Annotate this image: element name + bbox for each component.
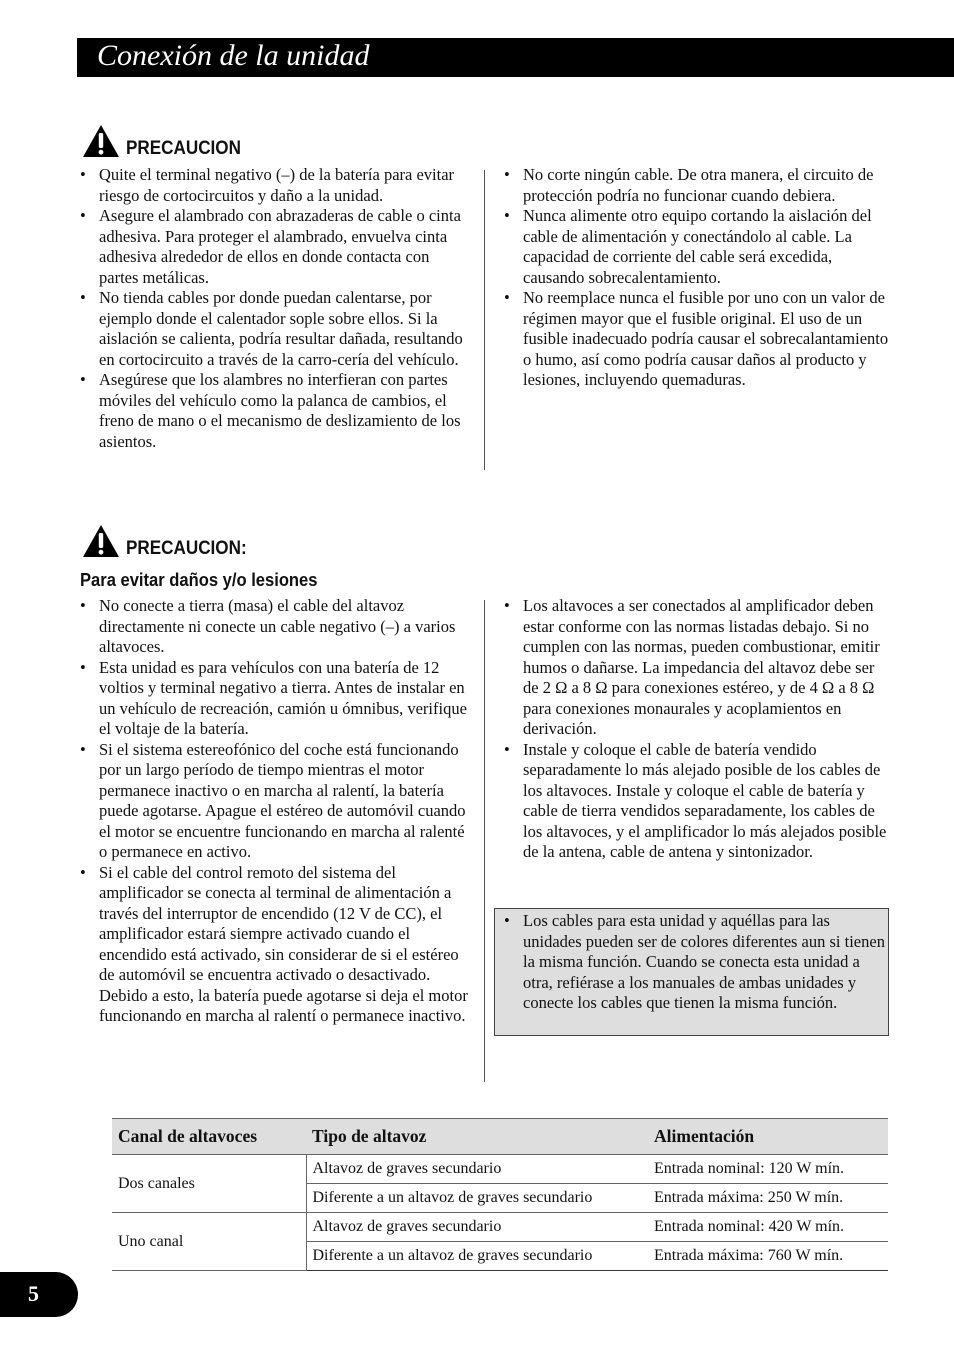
caution1-left-list bbox=[78, 165, 470, 452]
list-item: • No conecte a tierra (masa) el cable del altavoz directamente ni conecte un cable negativo (–) a varios altavoces. bbox=[78, 596, 470, 658]
list-item: • Si el cable del control remoto del sistema del amplificador se conecta al terminal de alimentación a través del interruptor de encendido (12 V de CC), el amplificador estará siempre activado cuando el encendido está activado, sin considerar de si el estéreo de automóvil se encuentra activado o desactivado. Debido a esto, la batería puede agotarse si deja el motor funcionando en marcha al ralentí o permanece inactivo. bbox=[78, 863, 470, 1027]
caution2-left-list bbox=[78, 596, 470, 1027]
note-box bbox=[494, 908, 889, 1036]
list-item: • Instale y coloque el cable de batería vendido separadamente lo más alejado posible de los cables de los altavoces. Instale y coloque el cable de batería y cable de tierra vendidos separadamente, los cables de los altavoces, y el amplificador lo más alejados posible de la antena, cable de antena y sintonizador. bbox=[502, 740, 894, 863]
list-item: • No tienda cables por donde puedan calentarse, por ejemplo donde el calentador sople sobre ellos. Si la aislación se calienta, podría resultar dañada, resultando en cortocircuito a través de la carro-cería del vehículo. bbox=[78, 288, 470, 370]
section-title: Conexión de la unidad bbox=[97, 39, 370, 72]
page-number-tab bbox=[0, 1272, 78, 1317]
power-cell: Entrada máxima: 760 W mín. bbox=[648, 1242, 888, 1271]
warning-triangle-icon bbox=[82, 124, 120, 158]
list-item: • Nunca alimente otro equipo cortando la aislación del cable de alimentación y conectándolo al cable. La capacidad de corriente del cable será excedida, causando sobrecalentamiento. bbox=[502, 206, 894, 288]
note-text: • Los cables para esta unidad y aquéllas para las unidades pueden ser de colores diferentes aun si tienen la misma función. Cuando se conecta esta unidad a otra, refiérase a los manuales de ambas unidades y conecte los cables que tienen la misma función. bbox=[502, 911, 892, 1014]
page-number: 5 bbox=[28, 1281, 39, 1306]
power-cell: Entrada máxima: 250 W mín. bbox=[648, 1184, 888, 1213]
column-divider bbox=[484, 600, 485, 1082]
list-item: • Quite el terminal negativo (–) de la batería para evitar riesgo de cortocircuitos y daño a la unidad. bbox=[78, 165, 470, 206]
section-title-bar bbox=[77, 38, 954, 77]
list-item: • Si el sistema estereofónico del coche está funcionando por un largo período de tiempo mientras el motor permanece inactivo o en marcha al ralentí, la batería puede agotarse. Apague el estéreo de automóvil cuando el motor se encuentre funcionando en marcha al ralenté o permanece en activo. bbox=[78, 740, 470, 863]
power-cell: Entrada nominal: 120 W mín. bbox=[648, 1155, 888, 1184]
note-list bbox=[502, 911, 892, 1014]
table-header: Canal de altavoces bbox=[112, 1119, 306, 1155]
list-item: • No corte ningún cable. De otra manera, el circuito de protección podría no funcionar cuando debiera. bbox=[502, 165, 894, 206]
caution-heading-1 bbox=[82, 124, 254, 158]
type-cell: Diferente a un altavoz de graves secundario bbox=[306, 1242, 648, 1271]
channel-cell: Uno canal bbox=[112, 1213, 306, 1271]
list-item: • Asegúrese que los alambres no interfieran con partes móviles del vehículo como la palanca de cambios, el freno de mano o el mecanismo de deslizamiento de los asientos. bbox=[78, 370, 470, 452]
caution-label-2: PRECAUCION: bbox=[126, 538, 247, 559]
channel-cell: Dos canales bbox=[112, 1155, 306, 1213]
caution2-right-list bbox=[502, 596, 894, 863]
table-row bbox=[112, 1213, 888, 1242]
speaker-spec-table bbox=[112, 1118, 888, 1271]
caution-heading-2 bbox=[82, 524, 260, 558]
list-item: • Los altavoces a ser conectados al amplificador deben estar conforme con las normas listadas debajo. Si no cumplen con las normas, pueden combustionar, emitir humos o dañarse. La impedancia del altavoz debe ser de 2 Ω a 8 Ω para conexiones estéreo, y de 4 Ω a 8 Ω para conexiones monaurales y acoplamientos en derivación. bbox=[502, 596, 894, 740]
table-row bbox=[112, 1155, 888, 1184]
caution-subtitle: Para evitar daños y/o lesiones bbox=[80, 570, 318, 590]
table-header-row bbox=[112, 1119, 888, 1155]
list-item: • Esta unidad es para vehículos con una batería de 12 voltios y terminal negativo a tierra. Antes de instalar en un vehículo de recreación, camión u ómnibus, verifique el voltaje de la batería. bbox=[78, 658, 470, 740]
type-cell: Altavoz de graves secundario bbox=[306, 1213, 648, 1242]
table-header: Tipo de altavoz bbox=[306, 1119, 648, 1155]
type-cell: Altavoz de graves secundario bbox=[306, 1155, 648, 1184]
warning-triangle-icon bbox=[82, 524, 120, 558]
power-cell: Entrada nominal: 420 W mín. bbox=[648, 1213, 888, 1242]
caution1-right-list bbox=[502, 165, 894, 391]
list-item: • No reemplace nunca el fusible por uno con un valor de régimen mayor que el fusible original. El uso de un fusible inadecuado podría causar el sobrecalantamiento o humo, así como podría causar daños al producto y lesiones, incluyendo quemaduras. bbox=[502, 288, 894, 391]
list-item: • Asegure el alambrado con abrazaderas de cable o cinta adhesiva. Para proteger el alambrado, envuelva cinta adhesiva alrededor de ellos en donde contacta con partes metálicas. bbox=[78, 206, 470, 288]
caution-label-1: PRECAUCION bbox=[126, 138, 241, 159]
table-header: Alimentación bbox=[648, 1119, 888, 1155]
type-cell: Diferente a un altavoz de graves secundario bbox=[306, 1184, 648, 1213]
column-divider bbox=[484, 170, 485, 470]
